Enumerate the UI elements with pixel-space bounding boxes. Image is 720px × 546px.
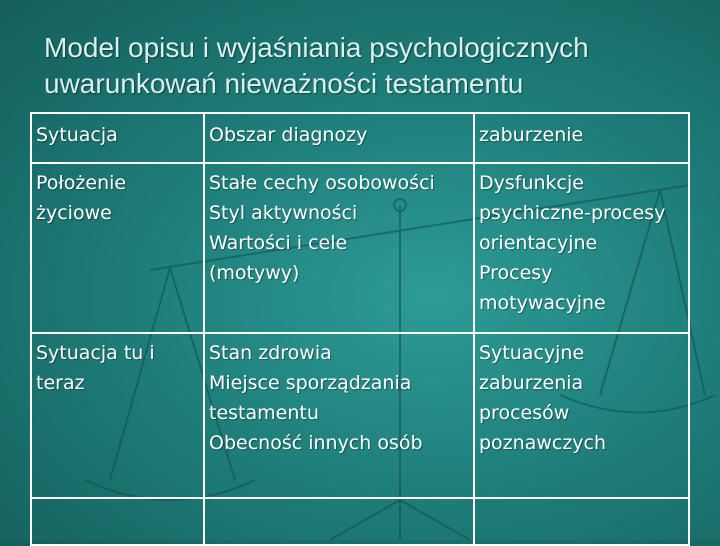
page-title: [44, 30, 704, 102]
row1-disorder-line: motywacyjne: [479, 292, 606, 314]
row1-diagnosis: [204, 163, 474, 333]
row2-disorder-line: zaburzenia: [479, 372, 584, 394]
row1-diagnosis-line: Stałe cechy osobowości: [209, 172, 435, 194]
table-header-row: [31, 113, 689, 163]
header-situation: Sytuacja: [31, 113, 204, 163]
model-table: [30, 112, 690, 546]
empty-cell: [31, 498, 204, 545]
row2-diagnosis-line: Stan zdrowia: [209, 342, 332, 364]
title-line-1: Model opisu i wyjaśniania psychologicznych: [44, 32, 589, 63]
row1-disorder-line: Procesy: [479, 262, 553, 284]
row1-situation: [31, 163, 204, 333]
row1-disorder-line: Dysfunkcje: [479, 172, 584, 194]
row2-disorder-line: Sytuacyjne: [479, 342, 585, 364]
empty-cell: [204, 498, 474, 545]
row1-diagnosis-line: Wartości i cele: [209, 232, 348, 254]
row1-disorder-line: orientacyjne: [479, 232, 598, 254]
row2-situation-line: teraz: [36, 372, 85, 394]
row2-situation: [31, 333, 204, 498]
empty-cell: [474, 498, 689, 545]
row1-situation-line: życiowe: [36, 202, 112, 224]
row1-diagnosis-line: (motywy): [209, 262, 300, 284]
header-disorder: zaburzenie: [474, 113, 689, 163]
row2-diagnosis: [204, 333, 474, 498]
row1-disorder-line: psychiczne-procesy: [479, 202, 666, 224]
row2-diagnosis-line: Miejsce sporządzania: [209, 372, 412, 394]
row1-situation-line: Położenie: [36, 172, 127, 194]
table-row: [31, 163, 689, 333]
table-row: [31, 333, 689, 498]
row1-diagnosis-line: Styl aktywności: [209, 202, 358, 224]
header-diagnosis-area: Obszar diagnozy: [204, 113, 474, 163]
table-row-empty: [31, 498, 689, 545]
row2-disorder: [474, 333, 689, 498]
row2-disorder-line: procesów: [479, 402, 570, 424]
row2-disorder-line: poznawczych: [479, 432, 607, 454]
row1-disorder: [474, 163, 689, 333]
title-line-2: uwarunkowań nieważności testamentu: [44, 68, 524, 99]
row2-diagnosis-line: testamentu: [209, 402, 319, 424]
row2-diagnosis-line: Obecność innych osób: [209, 432, 423, 454]
row2-situation-line: Sytuacja tu i: [36, 342, 155, 364]
